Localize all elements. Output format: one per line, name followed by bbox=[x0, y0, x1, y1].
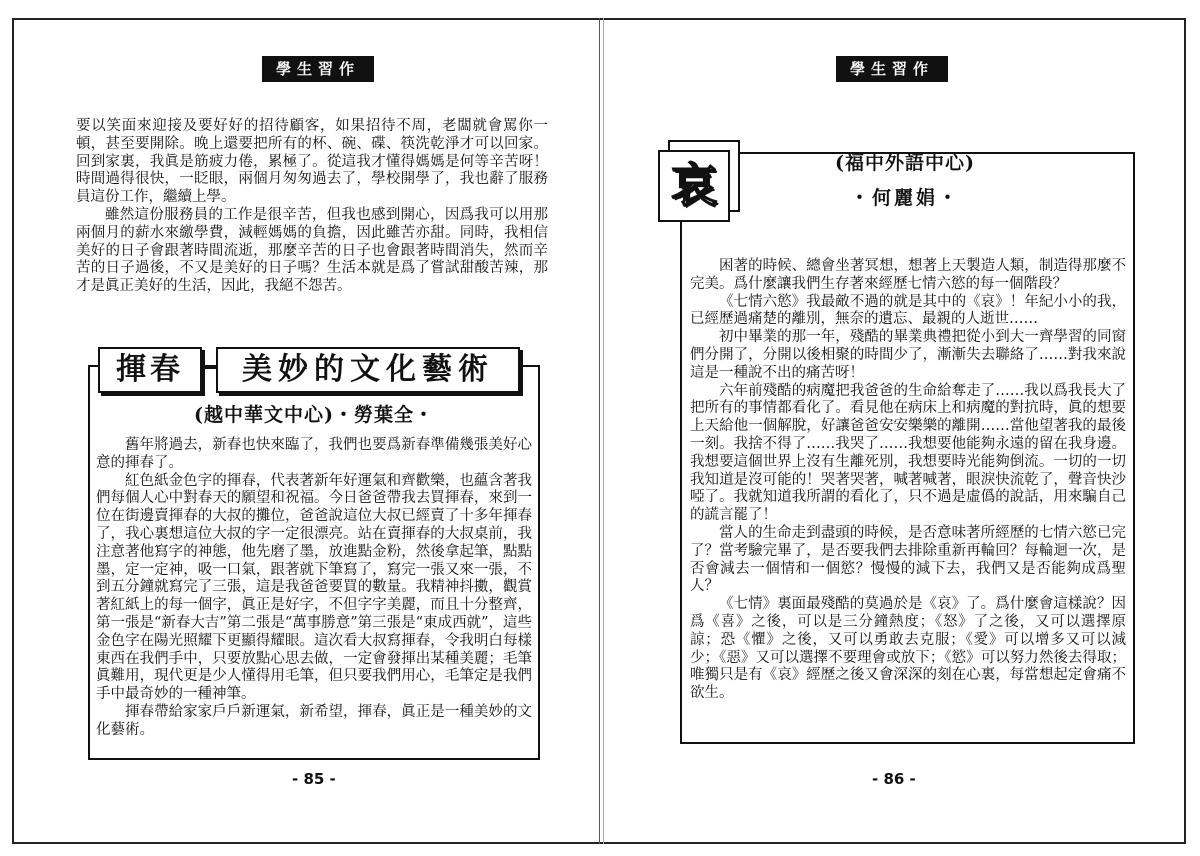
paragraph: 雖然這份服務員的工作是很辛苦，但我也感到開心，因爲我可以用那兩個月的薪水來繳學費，減輕媽媽的負擔，因此雖苦亦甜。同時，我相信美好的日子會跟著時間流逝，那麼辛苦的日子也會跟著時間消失，然而辛苦的日子過後，不又是美好的日子嗎？生活本就是爲了嘗試甜酸苦辣，那才是眞正美好的生活，因此，我絕不怨苦。 bbox=[76, 206, 548, 295]
paragraph: 困著的時候、總會坐著冥想，想著上天製造人類，制造得那麼不完美。爲什麼讓我們生存著來經歷七情六慾的每一個階段？ bbox=[690, 258, 1126, 292]
article-title: 美妙的文化藝術 bbox=[216, 347, 520, 393]
article-author: ・何麗娟・ bbox=[849, 187, 960, 209]
section-header: 學生習作 bbox=[836, 56, 948, 82]
article-body bbox=[690, 258, 1126, 703]
article-emblem: 哀 bbox=[658, 150, 730, 222]
paragraph: 紅色紙金色字的揮春，代表著新年好運氣和齊歡樂，也蘊含著我們每個人心中對春天的願望和祝福。今日爸爸帶我去買揮春，來到一位在街邊賣揮春的大叔的攤位，爸爸說這位大叔已經賣了十多年揮春了，我心裏想這位大叔的字一定很漂亮。站在賣揮春的大叔桌前，我注意著他寫字的神態，他先磨了墨，放進點金粉，然後拿起筆，點點墨，定一定神，吸一口氣，跟著就下筆寫了，寫完一張又來一張，不到五分鐘就寫完了三張，這是我爸爸要買的數量。我精神抖擻，觀賞著紅紙上的每一個字，眞正是好字，不但字字美麗，而且十分整齊，第一張是“新春大吉”第二張是“萬事勝意”第三張是“東成西就”，這些金色字在陽光照耀下更顯得耀眼。這次看大叔寫揮春，令我明白每樣東西在我們手中，只要放點心思去做，一定會發揮出某種美麗；毛筆眞難用，現代更是少人懂得用毛筆，但只要我們用心，毛筆定是我們手中最奇妙的一種神筆。 bbox=[96, 472, 532, 703]
paragraph: 要以笑面來迎接及要好好的招待顧客，如果招待不周，老闆就會罵你一頓，甚至要開除。晚上還要把所有的杯、碗、碟、筷洗乾淨才可以回家。回到家裏，我眞是筋疲力倦，累極了。從這我才懂得媽媽是何等辛苦呀！時間過得很快，一眨眼，兩個月匆匆過去了，學校開學了，我也辭了服務員這份工作，繼續上學。 bbox=[76, 118, 548, 206]
page-number: - 85 - bbox=[292, 770, 336, 788]
book-spine bbox=[599, 18, 600, 844]
paragraph: 舊年將過去，新春也快來臨了，我們也要爲新春準備幾張美好心意的揮春了。 bbox=[96, 437, 532, 471]
section-header: 學生習作 bbox=[262, 56, 374, 82]
paragraph: 六年前殘酷的病魔把我爸爸的生命給奪走了……我以爲我長大了把所有的事情都看化了。看見他在病床上和病魔的對抗時，眞的想要上天給他一個解脫，好讓爸爸安安樂樂的離開……當他望著我的最後一刻。我捨不得了……我哭了……我想要他能夠永遠的留在我身邊。我想要這個世界上沒有生離死別，我想要時光能夠倒流。一切的一切我知道是沒可能的！哭著哭著，喊著喊著，眼淚快流乾了，聲音快沙啞了。我就知道我所謂的看化了，只不過是虛僞的說話，用來騙自己的謊言罷了！ bbox=[690, 382, 1126, 524]
intro-text bbox=[76, 118, 548, 296]
paragraph: 當人的生命走到盡頭的時候，是否意味著所經歷的七情六慾已完了？當考驗完畢了，是否要我們去排除重新再輪回？每輪迴一次，是否會減去一個情和一個慾？慢慢的減下去，我們又是否能夠成爲聖人？ bbox=[690, 524, 1126, 595]
article-school: (福中外語中心) bbox=[835, 152, 975, 174]
article-body bbox=[96, 437, 532, 740]
article-byline: (越中華文中心)・勞葉全・ bbox=[194, 404, 434, 426]
page-number: - 86 - bbox=[872, 770, 916, 788]
paragraph: 《七情六慾》我最敵不過的就是其中的《哀》！年紀小小的我，已經歷過痛楚的離別，無奈的遺忘、最親的人逝世…… bbox=[690, 293, 1126, 328]
article-tag: 揮春 bbox=[98, 347, 202, 393]
paragraph: 《七情》裏面最殘酷的莫過於是《哀》了。爲什麼會這樣說？因爲《喜》之後，可以是三分鐘熱度；《怒》了之後，又可以選擇原諒；恐《懼》之後，又可以勇敢去克服；《愛》可以增多又可以減少；《惡》又可以選擇不要理會或放下；《慾》可以努力然後去得取；唯獨只是有《哀》經歷之後又會深深的刻在心裏，每當想起定會痛不欲生。 bbox=[690, 596, 1126, 702]
paragraph: 揮春帶給家家戶戶新運氣，新希望，揮春，眞正是一種美妙的文化藝術。 bbox=[96, 703, 532, 738]
paragraph: 初中畢業的那一年，殘酷的畢業典禮把從小到大一齊學習的同窗們分開了，分開以後相聚的時間少了，漸漸失去聯絡了……對我來說這是一種說不出的痛苦呀！ bbox=[690, 329, 1126, 381]
